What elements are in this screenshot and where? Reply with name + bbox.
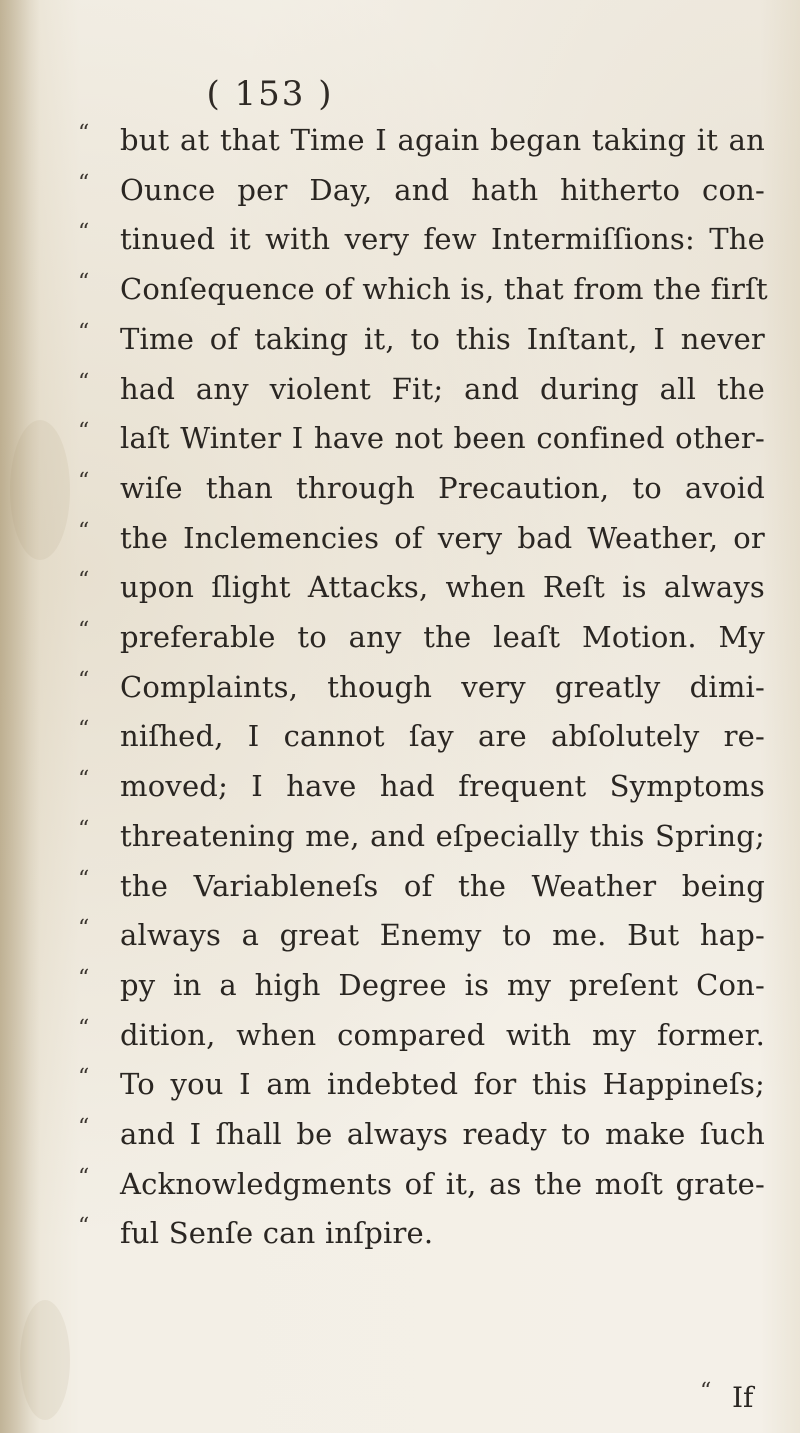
text-line <box>78 667 768 707</box>
quote-mark: “ <box>78 419 90 444</box>
quote-mark: “ <box>78 171 90 196</box>
line-text: upon ſlight Attacks, when Reſt is always <box>120 570 765 604</box>
quote-mark: “ <box>78 817 90 842</box>
quote-mark: “ <box>78 121 90 146</box>
text-line <box>78 1064 768 1104</box>
page-edge-shadow <box>0 0 40 1433</box>
line-text: niſhed, I cannot ſay are abſolutely re- <box>120 719 765 753</box>
quote-mark: “ <box>78 370 90 395</box>
line-text: dition, when compared with my former. <box>120 1018 765 1052</box>
text-line <box>78 269 768 309</box>
paper-stain <box>20 1300 70 1420</box>
text-line <box>78 518 768 558</box>
text-line <box>78 965 768 1005</box>
quote-mark: “ <box>78 916 90 941</box>
paper-stain <box>10 420 70 560</box>
line-text: laſt Winter I have not been confined other- <box>120 421 765 455</box>
text-line <box>78 716 768 756</box>
quote-mark: “ <box>78 1016 90 1041</box>
line-text: preferable to any the leaſt Motion. My <box>120 620 765 654</box>
text-line <box>78 766 768 806</box>
quote-mark: “ <box>78 1065 90 1090</box>
catchword <box>700 1378 753 1418</box>
line-text: Ounce per Day, and hath hitherto con- <box>120 173 765 207</box>
text-line <box>78 567 768 607</box>
quote-mark: “ <box>78 1115 90 1140</box>
text-line <box>78 120 768 160</box>
quote-mark: “ <box>700 1379 712 1404</box>
quote-mark: “ <box>78 1165 90 1190</box>
line-text: always a great Enemy to me. But hap- <box>120 918 765 952</box>
text-line <box>78 816 768 856</box>
text-line <box>78 915 768 955</box>
text-line <box>78 1015 768 1055</box>
line-text: the Inclemencies of very bad Weather, or <box>120 521 765 555</box>
line-text: To you I am indebted for this Happineſs; <box>120 1067 765 1101</box>
text-line <box>78 319 768 359</box>
quote-mark: “ <box>78 618 90 643</box>
text-line <box>78 866 768 906</box>
line-text: ful Senſe can inſpire. <box>120 1216 434 1250</box>
quote-mark: “ <box>78 668 90 693</box>
quote-mark: “ <box>78 519 90 544</box>
text-line <box>78 418 768 458</box>
text-line <box>78 468 768 508</box>
text-line <box>78 369 768 409</box>
line-text: had any violent Fit; and during all the <box>120 372 765 406</box>
line-text: tinued it with very few Intermiſſions: The <box>120 222 765 256</box>
quote-mark: “ <box>78 270 90 295</box>
quote-mark: “ <box>78 767 90 792</box>
quote-mark: “ <box>78 867 90 892</box>
line-text: Conſequence of which is, that from the firſt <box>120 272 768 306</box>
line-text: Acknowledgments of it, as the moſt grate- <box>120 1167 765 1201</box>
quote-mark: “ <box>78 469 90 494</box>
quote-mark: “ <box>78 1214 90 1239</box>
catchword-text: If <box>732 1381 754 1414</box>
line-text: wiſe than through Precaution, to avoid <box>120 471 765 505</box>
line-text: threatening me, and eſpecially this Spring; <box>120 819 765 853</box>
quote-mark: “ <box>78 966 90 991</box>
line-text: but at that Time I again began taking it an <box>120 123 765 157</box>
text-line <box>78 617 768 657</box>
line-text: Complaints, though very greatly dimi- <box>120 670 765 704</box>
line-text: Time of taking it, to this Inſtant, I never <box>120 322 765 356</box>
text-line <box>78 1114 768 1154</box>
text-line <box>78 219 768 259</box>
line-text: py in a high Degree is my preſent Con- <box>120 968 765 1002</box>
text-line <box>78 170 768 210</box>
line-text: and I ſhall be always ready to make ſuch <box>120 1117 765 1151</box>
quote-mark: “ <box>78 220 90 245</box>
quote-mark: “ <box>78 568 90 593</box>
line-text: the Variableneſs of the Weather being <box>120 869 765 903</box>
page-number: ( 153 ) <box>206 74 334 114</box>
quote-mark: “ <box>78 320 90 345</box>
line-text: moved; I have had frequent Symptoms <box>120 769 765 803</box>
text-line <box>78 1213 768 1253</box>
text-line <box>78 1164 768 1204</box>
quote-mark: “ <box>78 717 90 742</box>
